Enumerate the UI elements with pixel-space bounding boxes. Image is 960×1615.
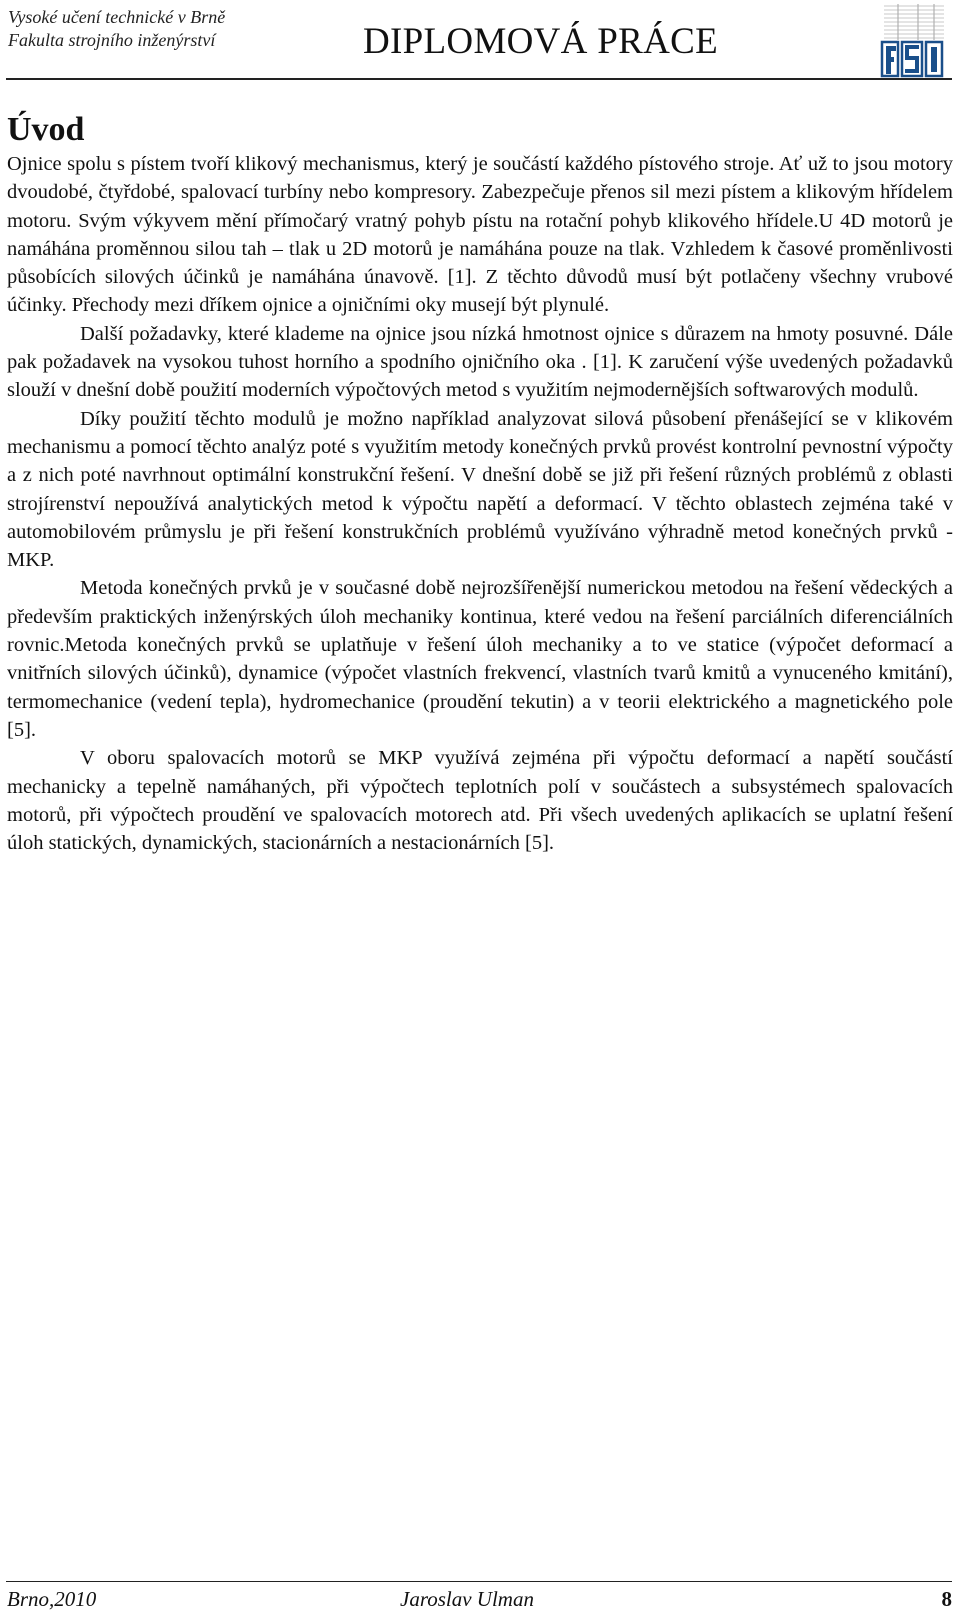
paragraph-2: Další požadavky, které klademe na ojnice jsou nízká hmotnost ojnice s důrazem na hmoty posuvné. Dále pak požadavek na vysokou tuhost horního a spodního ojničního oka . [1]. K zaručení výše uvedených požadavků slouží v dnešní době použití moderních výpočtových metod s využitím nejmodernějších softwarových modulů. xyxy=(7,322,953,402)
page-number: 8 xyxy=(941,1587,952,1611)
document-type-heading: DIPLOMOVÁ PRÁCE xyxy=(363,21,719,62)
footer-divider xyxy=(6,1581,952,1582)
university-name: Vysoké učení technické v Brně xyxy=(8,7,226,27)
header-divider xyxy=(6,78,952,80)
institution-block xyxy=(8,6,225,52)
paragraph-4: Metoda konečných prvků je v současné době nejrozšířenější numerickou metodou na řešení vědeckých a především praktických inženýrských úloh mechaniky kontinua, které vedou na řešení parciálních diferenciálních rovnic.Metoda konečných prvků se uplatňuje v řešení úloh mechaniky a to ve statice (výpočet deformací a vnitřních silových účinků), dynamice (výpočet vlastních frekvencí, vlastních tvarů kmitů a vynuceného kmitání), termomechanice (vedení tepla), hydromechanice (proudění tekutin) a v teorii elektrického a magnetického pole [5]. xyxy=(7,577,953,741)
fsi-logo-icon xyxy=(878,2,948,78)
paragraph-3: Díky použití těchto modulů je možno například analyzovat silová působení přenášející se v klikovém mechanismu a pomocí těchto analýz poté s využitím metody konečných prvků provést kontrolní pevnostní výpočty a z nich poté navrhnout optimální konstrukční řešení. V dnešní době se již při řešení různých problémů z oblasti strojírenství nepoužívá analytických metod k výpočtu napětí a deformací. V těchto oblastech zejména také v automobilovém průmyslu je při řešení konstrukčních problémů využíváno výhradně metod konečných prvků - MKP. xyxy=(7,407,953,572)
page-body xyxy=(7,110,953,857)
section-title: Úvod xyxy=(7,111,85,148)
paragraph-1: Ojnice spolu s pístem tvoří klikový mechanismus, který je součástí každého pístového stroje. Ať už to jsou motory dvoudobé, čtyřdobé, spalovací turbíny nebo kompresory. Zabezpečuje přenos sil mezi pístem a klikovým hřídelem motoru. Svým výkyvem mění přímočarý vratný pohyb pístu na rotační pohyb klikového hřídele.U 4D motorů je namáhána proměnnou silou tah – tlak u 2D motorů je namáhána pouze na tlak. Vzhledem k časové proměnlivosti působících silových účinků je namáhána únavově. [1]. Z těchto důvodů musí být potlačeny všechny vrubové účinky. Přechody mezi dříkem ojnice a ojničními oky musejí být plynulé. xyxy=(7,153,953,317)
page-header xyxy=(0,0,960,80)
page-footer xyxy=(0,1586,960,1612)
paragraph-5: V oboru spalovacích motorů se MKP využívá zejména při výpočtu deformací a napětí součástí mechanicky a tepelně namáhaných, při výpočtech teplotních polí v součástech a subsystémech spalovacích motorů, při výpočtech proudění ve spalovacích motorech atd. Při všech uvedených aplikacích se uplatní řešení úloh statických, dynamických, stacionárních a nestacionárních [5]. xyxy=(7,747,953,855)
footer-place-year: Brno,2010 xyxy=(7,1587,97,1611)
footer-author: Jaroslav Ulman xyxy=(400,1587,534,1611)
faculty-name: Fakulta strojního inženýrství xyxy=(8,30,216,50)
